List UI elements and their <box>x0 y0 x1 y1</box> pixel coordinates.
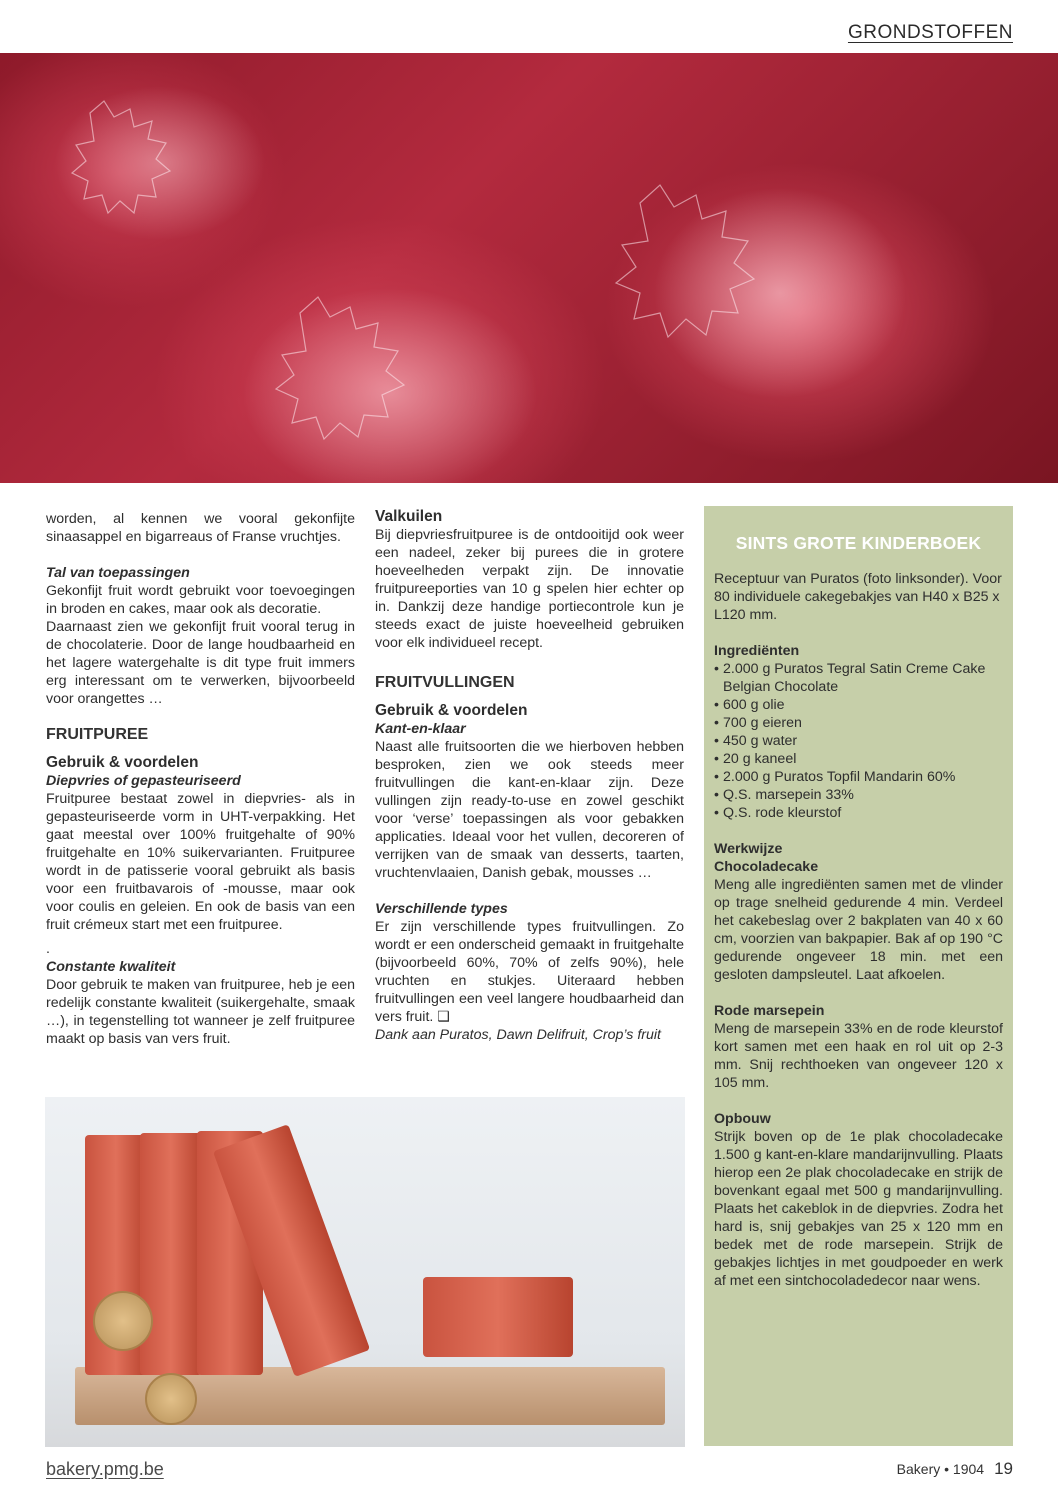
heading-fruitpuree: FRUITPUREE <box>46 726 149 743</box>
gold-seal <box>145 1373 197 1425</box>
ingredients-list <box>714 660 1003 822</box>
step-heading-opbouw: Opbouw <box>714 1111 771 1127</box>
article-column-1 <box>46 510 355 1048</box>
cake-book <box>140 1133 202 1375</box>
paragraph: Naast alle fruitsoorten die we hierboven hebben besproken, zien we ook steeds meer fruitvullingen die kant-en-klaar zijn. Deze vullingen zijn ready-to-use en zowel geschikt voor ‘verse’ toepassingen als voor gebakken applicaties. Ideaal voor het vullen, decoreren of verrijken van de smaak van desserts, taarten, vruchtenvlaaien, Danish gebak, mousses … <box>375 739 684 881</box>
subheading-diepvries: Diepvries of gepasteuriseerd <box>46 773 241 789</box>
credits: Dank aan Puratos, Dawn Delifruit, Crop’s fruit <box>375 1027 661 1043</box>
article-column-2 <box>375 508 684 1044</box>
frozen-raspberries-photo <box>0 53 1058 483</box>
stray-dot: . <box>46 941 50 957</box>
subheading-constante-kwaliteit: Constante kwaliteit <box>46 959 176 975</box>
page-footer <box>897 1459 1013 1479</box>
heading-gebruik-voordelen: Gebruik & voordelen <box>375 702 528 719</box>
cake-books-photo <box>45 1097 685 1447</box>
ingredient-item: • Q.S. rode kleurstof <box>714 804 1003 822</box>
gold-seal <box>93 1291 153 1351</box>
paragraph: Bij diepvriesfruitpuree is de ontdooitijd ook weer een nadeel, zeker bij purees die in grotere hoeveelheden verpakt zijn. De innovatie fruitpureeporties van 10 g spelen hier echter op in. Dankzij deze handige portiecontrole kun je steeds exact de juiste hoeveelheid gebruiken voor elk individueel recept. <box>375 527 684 651</box>
intro-paragraph: worden, al kennen we vooral gekonfijte sinaasappel en bigarreaus of Franse vruchtjes. <box>46 511 355 545</box>
subheading-kant-en-klaar: Kant-en-klaar <box>375 721 466 737</box>
subheading-tal-van-toepassingen: Tal van toepassingen <box>46 565 190 581</box>
website-link[interactable]: bakery.pmg.be <box>46 1459 164 1479</box>
recipe-title: SINTS GROTE KINDERBOEK <box>735 533 982 553</box>
paragraph: Er zijn verschillende types fruitvullingen. Zo wordt er een onderscheid gemaakt in fruitgehalte (bijvoorbeeld 60%, 70% of zelfs 90%), hele vruchten en stukjes. Uiteraard hebben fruitvullingen een veel langere houdbaarheid dan vers fruit. ❑ <box>375 919 684 1025</box>
ingredients-heading: Ingrediënten <box>714 643 800 659</box>
step-text: Strijk boven op de 1e plak chocoladecake 1.500 g kant-en-klare mandarijnvulling. Plaats hierop een 2e plak chocoladecake en strijk de bovenkant egaal met 500 g mandarijnvulling. Plaats het cakeblok in de diepvries. Zodra het hard is, snij gebakjes van 25 x 120 mm en bedek met de rode marsepein. Strijk de gebakjes lichtjes in met goudpoeder en werk af met een sintchocoladedecor naar wens. <box>714 1129 1003 1289</box>
paragraph: Gekonfijt fruit wordt gebruikt voor toevoegingen in broden en cakes, maar ook als decoratie. <box>46 583 355 617</box>
subheading-verschillende-types: Verschillende types <box>375 901 508 917</box>
paragraph: Daarnaast zien we gekonfijt fruit vooral terug in de chocolaterie. Door de lange houdbaarheid en het lagere watergehalte is dit type fruit immers erg interessant om te verwerken, bijvoorbeeld voor orangettes … <box>46 619 355 707</box>
step-text: Meng de marsepein 33% en de rode kleurstof kort samen met een haak en rol uit op 2-3 mm. Snij rechthoeken van ongeveer 120 x 105 mm. <box>714 1021 1003 1091</box>
heading-fruitvullingen: FRUITVULLINGEN <box>375 674 515 691</box>
step-heading-rode-marsepein: Rode marsepein <box>714 1003 825 1019</box>
paragraph: Door gebruik te maken van fruitpuree, heb je een redelijk constante kwaliteit (suikergehalte, smaak …), in tegenstelling tot wanneer je zelf fruitpuree maakt op basis van vers fruit. <box>46 977 355 1047</box>
ingredient-item: • Q.S. marsepein 33% <box>714 786 1003 804</box>
heading-valkuilen: Valkuilen <box>375 508 443 525</box>
ingredient-item: • 2.000 g Puratos Tegral Satin Creme Cake Belgian Chocolate <box>714 660 1003 696</box>
cake-slice <box>423 1277 573 1357</box>
section-label: GRONDSTOFFEN <box>847 22 1013 43</box>
page-number: 19 <box>994 1459 1013 1478</box>
heading-gebruik-voordelen: Gebruik & voordelen <box>46 754 199 771</box>
ingredient-item: • 2.000 g Puratos Topfil Mandarin 60% <box>714 768 1003 786</box>
ingredient-item: • 700 g eieren <box>714 714 1003 732</box>
ingredient-item: • 600 g olie <box>714 696 1003 714</box>
ingredient-item: • 450 g water <box>714 732 1003 750</box>
paragraph: Fruitpuree bestaat zowel in diepvries- als in gepasteuriseerde vorm in UHT-verpakking. Het gaat meestal over 100% fruitgehalte of 90% fruitgehalte en 10% suikervarianten. Fruitpuree wordt in de patisserie vooral gebruikt als basis voor een fruitbavarois of -mousse, maar ook voor coulis en geleien. En ook de basis van een fruit crémeux start met een fruitpuree. <box>46 791 355 933</box>
issue-label: Bakery • 1904 <box>896 1461 985 1477</box>
step-text: Meng alle ingrediënten samen met de vlinder op trage snelheid gedurende 4 min. Verdeel het cakebeslag over 2 bakplaten van 40 x 60 cm, voorzien van bakpapier. Bak af op 190 °C gedurende ongeveer 18 min. met een gesloten dampsleutel. Laat afkoelen. <box>714 877 1003 983</box>
frost-texture <box>0 53 1058 483</box>
ingredient-item: • 20 g kaneel <box>714 750 1003 768</box>
recipe-sidebar <box>704 506 1013 1446</box>
step-heading-chocoladecake: Chocoladecake <box>714 859 819 875</box>
method-heading: Werkwijze <box>714 841 783 857</box>
recipe-intro: Receptuur van Puratos (foto linksonder). Voor 80 individuele cakegebakjes van H40 x B25 x L120 mm. <box>714 571 1002 623</box>
